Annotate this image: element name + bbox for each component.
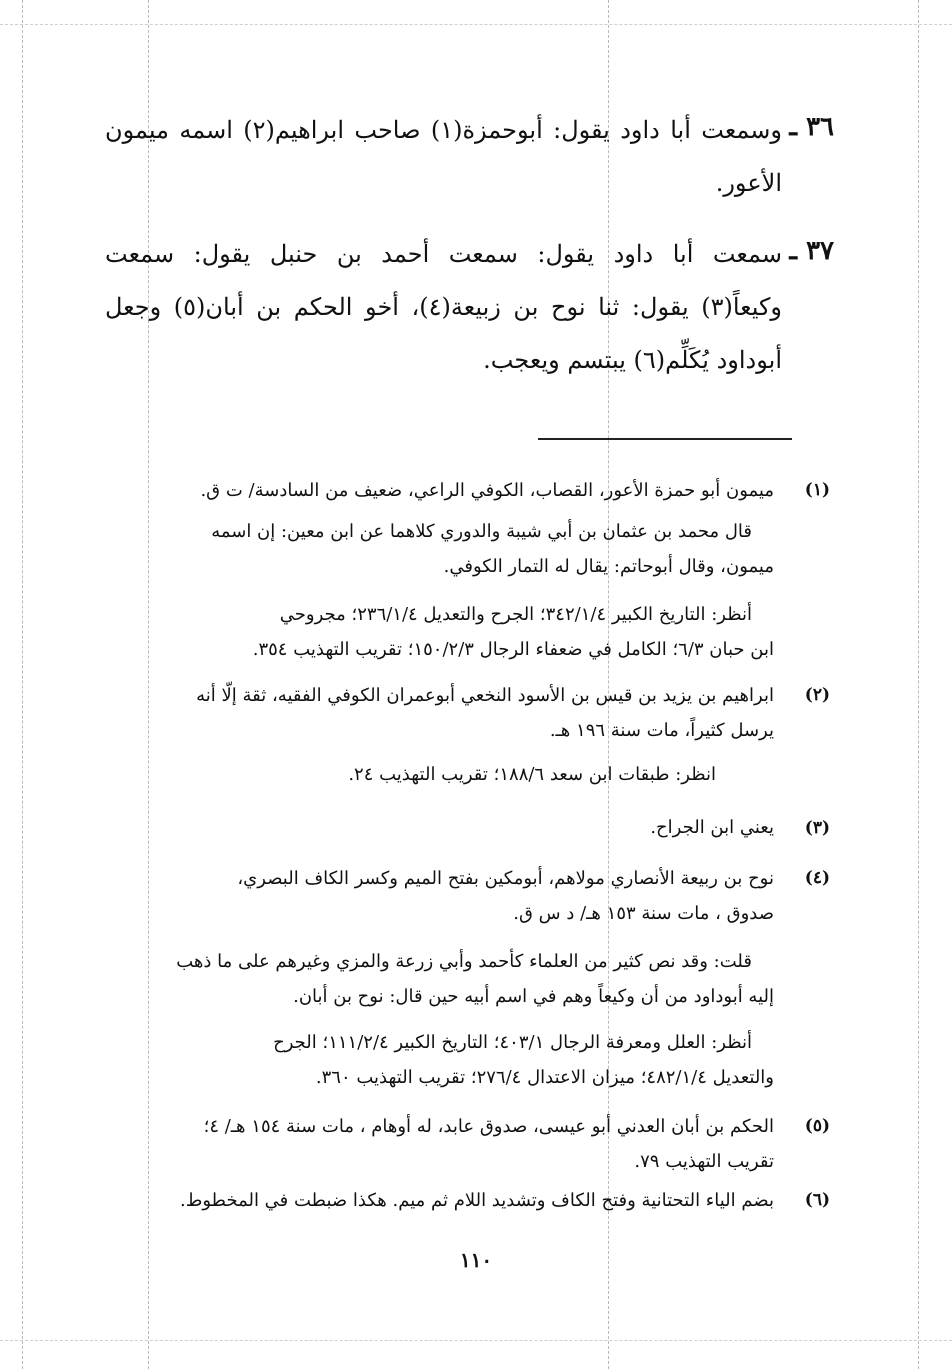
footnote-line: أنظر: العلل ومعرفة الرجال ٤٠٣/١؛ التاريخ الكبير ١١١/٢/٤؛ الجرح [273, 1032, 752, 1053]
footnote-line: بضم الياء التحتانية وفتح الكاف وتشديد اللام ثم ميم. هكذا ضبطت في المخطوط. [180, 1190, 774, 1211]
scan-guide-line [918, 0, 919, 1369]
scan-guide-line [0, 24, 952, 25]
footnote-line: نوح بن ربيعة الأنصاري مولاهم، أبومكين بفتح الميم وكسر الكاف البصري، [237, 868, 774, 889]
paragraph-36 [105, 104, 782, 210]
footnote-line: والتعديل ٤٨٢/١/٤؛ ميزان الاعتدال ٢٧٦/٤؛ تقريب التهذيب ٣٦٠. [315, 1067, 774, 1088]
footnote-1 [105, 473, 774, 508]
paragraph-line: وكيعاً(٣) يقول: ثنا نوح بن زبيعة(٤)، أخو الحكم بن أبان(٥) وجعل [105, 293, 783, 321]
footnote-4-note [105, 944, 774, 1014]
footnote-line: يرسل كثيراً، مات سنة ١٩٦ هـ. [549, 720, 774, 741]
paragraph-37 [105, 228, 782, 387]
scan-guide-line [0, 1340, 952, 1341]
footnote-line: ابراهيم بن يزيد بن قيس بن الأسود النخعي أبوعمران الكوفي الفقيه، ثقة إلّا أنه [196, 685, 774, 706]
footnote-line: أنظر: التاريخ الكبير ٣٤٢/١/٤؛ الجرح والتعديل ٢٣٦/١/٤؛ مجروحي [279, 604, 752, 625]
footnote-number: (٢) [804, 685, 830, 705]
footnote-line: ميمون، وقال أبوحاتم: يقال له التمار الكوفي. [443, 556, 774, 577]
paragraph-line: أبوداود يُكَلِّم(٦) يبتسم ويعجب. [483, 346, 782, 374]
footnote-1-note [105, 514, 774, 584]
paragraph-number: ٣٦ ـ [789, 112, 834, 142]
footnote-number: (١) [804, 480, 830, 500]
footnote-2 [105, 678, 774, 748]
footnote-5 [105, 1109, 774, 1179]
footnote-number: (٦) [804, 1190, 830, 1210]
footnote-line: الحكم بن أبان العدني أبو عيسى، صدوق عابد، له أوهام ، مات سنة ١٥٤ هـ/ ٤؛ [203, 1116, 774, 1137]
footnote-number: (٤) [804, 868, 830, 888]
footnote-line: تقريب التهذيب ٧٩. [634, 1151, 774, 1172]
paragraph-line: الأعور. [715, 169, 782, 197]
footnote-number: (٣) [804, 818, 830, 838]
footnote-line: إليه أبوداود من أن وكيعاً وهم في اسم أبيه حين قال: نوح بن أبان. [293, 986, 774, 1007]
footnote-2-refs [105, 757, 774, 792]
footnote-number: (٥) [804, 1116, 830, 1136]
footnote-line: قلت: وقد نص كثير من العلماء كأحمد وأبي زرعة والمزي وغيرهم على ما ذهب [176, 951, 752, 972]
footnote-line: ابن حبان ٦/٣؛ الكامل في ضعفاء الرجال ١٥٠/٢/٣؛ تقريب التهذيب ٣٥٤. [252, 639, 774, 660]
footnote-4-refs [105, 1025, 774, 1095]
footnote-line: يعني ابن الجراح. [650, 817, 774, 838]
footnote-line: قال محمد بن عثمان بن أبي شيبة والدوري كلاهما عن ابن معين: إن اسمه [211, 521, 752, 542]
paragraph-number: ٣٧ ـ [789, 236, 834, 266]
footnote-line: انظر: طبقات ابن سعد ١٨٨/٦؛ تقريب التهذيب ٢٤. [348, 764, 716, 785]
paragraph-line: وسمعت أبا داود يقول: أبوحمزة(١) صاحب ابراهيم(٢) اسمه ميمون [105, 116, 782, 144]
footnote-line: ميمون أبو حمزة الأعور، القصاب، الكوفي الراعي، ضعيف من السادسة/ ت ق. [200, 480, 774, 501]
footnote-3 [105, 810, 774, 845]
footnote-4 [105, 861, 774, 931]
paragraph-line: سمعت أبا داود يقول: سمعت أحمد بن حنبل يقول: سمعت [105, 240, 782, 268]
footnote-line: صدوق ، مات سنة ١٥٣ هـ/ د س ق. [513, 903, 774, 924]
footnote-1-refs [105, 597, 774, 667]
scan-guide-line [22, 0, 23, 1369]
page-number: ١١٠ [459, 1248, 493, 1272]
footnote-separator [538, 438, 792, 440]
footnote-6 [105, 1183, 774, 1218]
